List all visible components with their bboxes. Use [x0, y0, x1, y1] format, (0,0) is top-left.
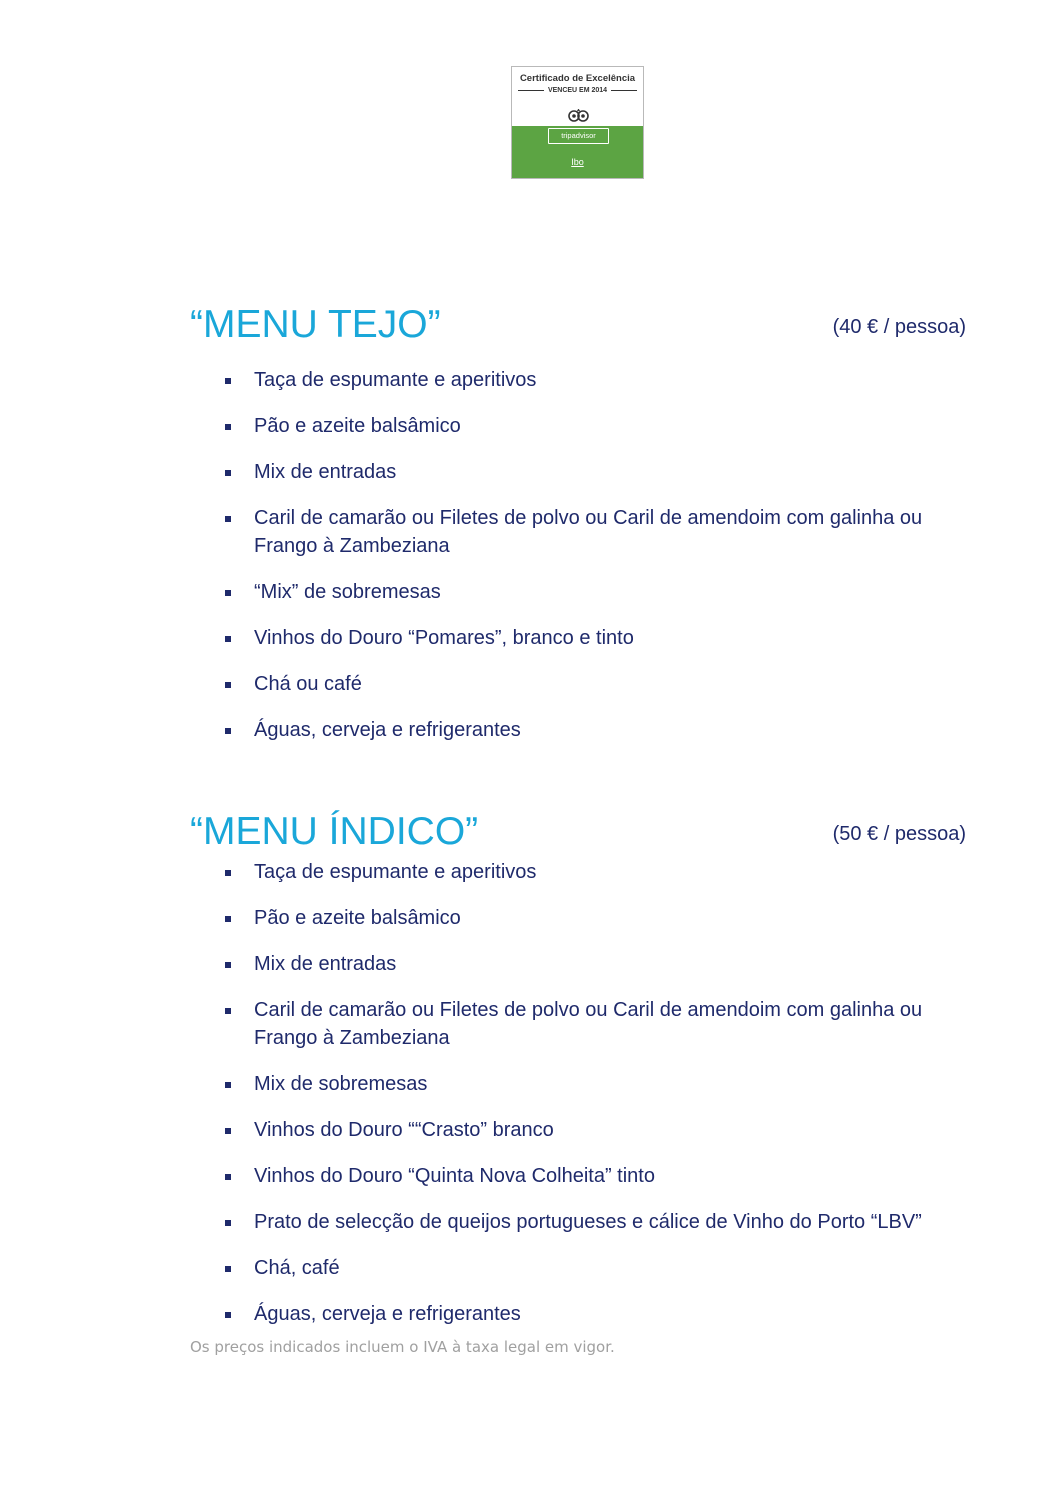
list-item-text: “Mix” de sobremesas	[254, 581, 441, 603]
menu-tejo-list	[222, 366, 982, 762]
list-item-text: Mix de entradas	[254, 461, 397, 483]
list-item	[222, 858, 982, 886]
divider	[518, 90, 544, 91]
list-item	[222, 1116, 982, 1144]
certificate-place: Ibo	[571, 157, 584, 167]
bullet	[225, 470, 231, 476]
bullet	[225, 682, 231, 688]
list-item	[222, 578, 982, 606]
list-item-text: Chá ou café	[254, 673, 362, 695]
bullet	[225, 1128, 231, 1134]
menu-tejo-price: (40 € / pessoa)	[832, 316, 966, 338]
list-item	[222, 996, 982, 1052]
menu-indico-price: (50 € / pessoa)	[832, 823, 966, 845]
list-item-text: Vinhos do Douro “Quinta Nova Colheita” tinto	[254, 1165, 655, 1187]
bullet	[225, 516, 231, 522]
certificate-subtitle-row	[518, 87, 637, 94]
list-item-text: Vinhos do Douro ““Crasto” branco	[254, 1119, 554, 1141]
bullet	[225, 1312, 231, 1318]
bullet	[225, 1220, 231, 1226]
bullet	[225, 590, 231, 596]
list-item-text: Pão e azeite balsâmico	[254, 907, 461, 929]
owl-icon	[568, 109, 589, 122]
list-item	[222, 950, 982, 978]
list-item	[222, 904, 982, 932]
list-item	[222, 458, 982, 486]
list-item-text: Águas, cerveja e refrigerantes	[254, 719, 521, 741]
list-item	[222, 1162, 982, 1190]
menu-indico-heading: “MENU ÍNDICO”	[190, 810, 479, 853]
certificate-title: Certificado de Excelência	[519, 73, 636, 84]
list-item	[222, 1070, 982, 1098]
bullet	[225, 636, 231, 642]
list-item-text: Caril de camarão ou Filetes de polvo ou Caril de amendoim com galinha ou Frango à Zambeziana	[254, 999, 923, 1049]
list-item	[222, 716, 982, 744]
price-footnote: Os preços indicados incluem o IVA à taxa legal em vigor.	[190, 1338, 615, 1356]
bullet	[225, 1008, 231, 1014]
bullet	[225, 728, 231, 734]
list-item-text: Taça de espumante e aperitivos	[254, 369, 537, 391]
list-item	[222, 1254, 982, 1282]
bullet	[225, 1266, 231, 1272]
bullet	[225, 870, 231, 876]
tripadvisor-ribbon: tripadvisor	[548, 128, 609, 144]
bullet	[225, 1174, 231, 1180]
list-item	[222, 670, 982, 698]
list-item-text: Águas, cerveja e refrigerantes	[254, 1303, 521, 1325]
bullet	[225, 424, 231, 430]
certificate-badge	[511, 66, 644, 179]
bullet	[225, 378, 231, 384]
menu-tejo-heading: “MENU TEJO”	[190, 303, 441, 346]
list-item	[222, 624, 982, 652]
list-item	[222, 504, 982, 560]
list-item-text: Mix de entradas	[254, 953, 397, 975]
list-item-text: Taça de espumante e aperitivos	[254, 861, 537, 883]
menu-indico-list	[222, 858, 982, 1346]
list-item	[222, 1300, 982, 1328]
list-item	[222, 366, 982, 394]
divider	[611, 90, 637, 91]
list-item-text: Pão e azeite balsâmico	[254, 415, 461, 437]
list-item-text: Vinhos do Douro “Pomares”, branco e tinto	[254, 627, 634, 649]
bullet	[225, 916, 231, 922]
list-item-text: Prato de selecção de queijos portugueses e cálice de Vinho do Porto “LBV”	[254, 1211, 922, 1233]
certificate-subtitle: VENCEU EM 2014	[547, 87, 608, 94]
bullet	[225, 1082, 231, 1088]
bullet	[225, 962, 231, 968]
list-item	[222, 1208, 982, 1236]
list-item-text: Chá, café	[254, 1257, 340, 1279]
list-item-text: Caril de camarão ou Filetes de polvo ou Caril de amendoim com galinha ou Frango à Zambeziana	[254, 507, 923, 557]
list-item-text: Mix de sobremesas	[254, 1073, 428, 1095]
list-item	[222, 412, 982, 440]
